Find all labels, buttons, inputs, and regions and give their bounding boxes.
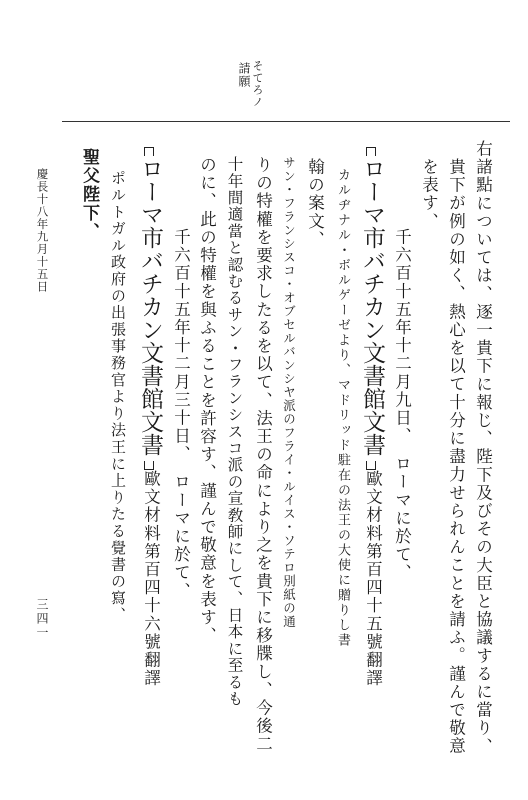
header-rule [62, 121, 510, 122]
gloss-word: 請願 [237, 62, 251, 88]
page-number: 三四一 [35, 598, 49, 640]
body-column: りの特權を要求したるを以て、法王の命により之を貴下に移牒し、今後二 [253, 156, 273, 754]
gloss-furigana: そてろノ [251, 60, 264, 108]
archive-heading: ローマ市バチカン文書館文書 [137, 157, 163, 456]
heading-suffix: 歐文材料第百四十五號翻譯 [363, 470, 383, 688]
source-line: ポルトガル政府の出張事務官より法王に上りたる覺書の寫、 [109, 170, 127, 624]
archive-heading: ローマ市バチカン文書館文書 [359, 157, 385, 456]
marginal-date: 慶長十八年九月十五日 [35, 168, 50, 293]
heading-suffix: 歐文材料第百四十六號翻譯 [141, 470, 161, 688]
text-column: 貴下が例の如く、熱心を以て十分に盡力せられんことを請ふ。謹んで敬意 [446, 158, 466, 756]
text-column: 右諸點については、逐一貴下に報じ、陛下及びその大臣と協議するに當り、 [473, 140, 493, 756]
body-column: 十年間適當と認むるサン・フランシスコ派の宣敎師にして、日本に至るも [225, 156, 244, 708]
text-column: を表す、 [419, 158, 439, 231]
letter-date: 千六百十五年十二月九日、 ローマに於て、 [392, 228, 412, 582]
heading-bracket-open [366, 147, 376, 156]
heading-bracket-close [144, 461, 154, 470]
salutation: 聖父陛下、 [79, 148, 99, 241]
body-column: サン・フランシスコ・オブセルバンシヤ派のフライ・ルイス・ソテロ別紙の通 [281, 156, 297, 629]
body-column: のに、此の特權を與ふることを許容す、謹んで敬意を表す、 [197, 156, 217, 645]
letter-date: 千六百十五年十二月三十日、 ローマに於て、 [171, 228, 191, 600]
source-line: カルヂナル・ボルゲーゼより、マドリッド駐在の法王の大使に贈りし書 [335, 168, 350, 648]
heading-bracket-open [144, 147, 154, 156]
heading-bracket-close [366, 461, 376, 470]
source-line-cont: 翰の案文、 [305, 158, 325, 249]
